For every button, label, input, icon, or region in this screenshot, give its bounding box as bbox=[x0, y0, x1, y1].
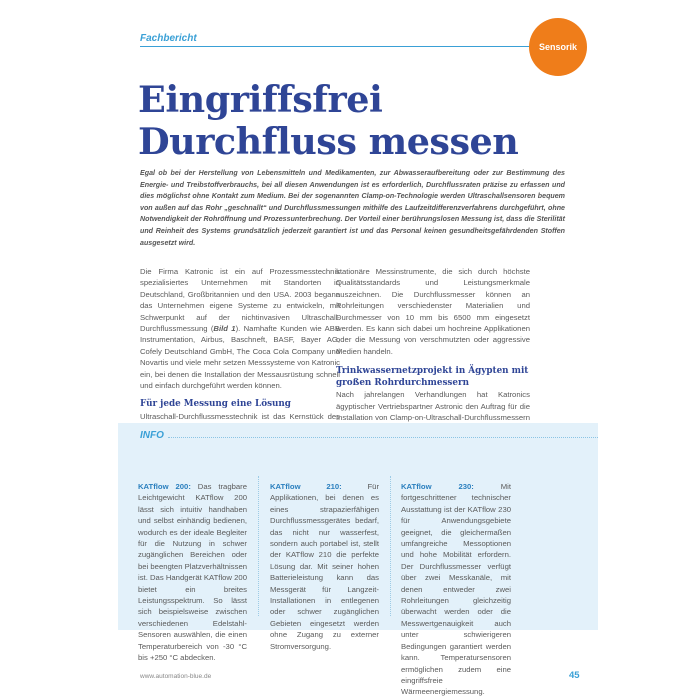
footer-url-link[interactable]: www.automation-blue.de bbox=[140, 673, 212, 680]
info-column-divider bbox=[258, 476, 259, 616]
body-text: Die Firma Katronic ist ein auf Prozessmesstechnik spezialisiertes Unternehmen mit Standorten in Deutschland, Großbritannien und den USA. 2003 begann das Unternehmen eigene Systeme zu entwickeln, mit Schwerpunkt auf der nichtinvasiven Ultraschall-Durchflussmessung ( bbox=[140, 267, 340, 334]
info-item-katflow-230 bbox=[401, 481, 511, 698]
info-box-rule bbox=[168, 437, 598, 438]
body-paragraph: Ultraschall-Durchflussmesstechnik ist das Kernstück des bbox=[140, 411, 340, 421]
info-item-text: Für Applikationen, bei denen es eines strapazierfähigen Durchflussmessgerätes bedarf, das nicht nur wasserfest, sondern auch portabel ist, stellt der KATflow 210 die perfekte Lösung dar. Mit seiner hohen Batterieleistung kann das Messgerät für Langzeit-Installationen in entlegenen oder schwer zugänglichen Gebieten eingesetzt werden ohne Zugang zu externer Stromversorgung. bbox=[270, 482, 380, 651]
category-badge bbox=[529, 18, 587, 76]
article-intro: Egal ob bei der Herstellung von Lebensmitteln und Medikamenten, zur Abwasseraufbereitung oder zur Bestimmung des Energie- und Treibstoffverbrauchs, bei all diesen Anwendungen ist es erforderlich, Durchflussraten präzise zu erfassen und dies möglichst ohne Kontakt zum Medium. Bei der sogenannten Clamp-on-Technologie werden Ultraschallsensoren bequem von außen auf das Rohr „geschnallt“ und Durchflussmessungen mithilfe des Laufzeitdifferenzverfahrens durchgeführt, ohne Notwendigkeit der Rohröffnung und Prozessunterbrechung. Der Vorteil einer berührungslosen Messung ist, dass die Sterilität und Reinheit des Systems grundsätzlich jederzeit garantiert ist und das Personal keinen gesundheitsgefährdenden Stoffen ausgesetzt wird. bbox=[140, 169, 565, 247]
info-column-divider bbox=[390, 476, 391, 616]
article-title: Eingriffsfrei Durchfluss messen bbox=[138, 78, 519, 163]
subheading: Trinkwassernetzprojekt in Ägypten mit großen Rohrdurchmessern bbox=[336, 366, 529, 388]
body-paragraph: stationäre Messinstrumente, die sich durch höchste Qualitätsstandards und Leistungsmerkmale auszeichnen. Die Durchflussmesser können an Rohrleitungen verschiedenster Materialien und Durchmesser von 10 mm bis 6500 mm eingesetzt werden. Es kann sich dabei um hochreine Applikationen oder die Messung von verschmutzten oder aggressive Medien handeln. bbox=[336, 267, 530, 356]
info-item-lead: KATflow 200: bbox=[138, 482, 191, 491]
info-box-title: INFO bbox=[140, 430, 164, 441]
section-rule bbox=[140, 46, 530, 47]
info-item-katflow-210 bbox=[270, 481, 379, 652]
info-item-lead: KATflow 210: bbox=[270, 482, 342, 491]
body-text: ). Namhafte Kunden wie ABB Instrumentation, Airbus, Baschneft, BASF, Bayer AG, Cofely Deutschland GmbH, The Coca Cola Company und Novartis und viele mehr setzen Messsysteme von Katronic ein, bei denen die Installation der Messausrüstung schnell und einfach durchgeführt werden können. bbox=[140, 324, 340, 391]
section-label: Fachbericht bbox=[140, 33, 197, 44]
info-item-text: Das tragbare Leichtgewicht KATflow 200 lässt sich intuitiv handhaben und selbst einhändig bedienen, wodurch es der ideale Begleiter für die Nutzung in schwer zugänglichen Bereichen oder bei beengten Platzverhältnissen ist. Das Handgerät KATflow 200 bietet ein breites Leistungsspektrum. So lässt sich beispielsweise zwischen verschiedenen Edelstahl-Sensoren auswählen, die einen Temperaturbereich von -30 °C bis +250 °C abdecken. bbox=[138, 482, 247, 663]
info-item-lead: KATflow 230: bbox=[401, 482, 474, 491]
subheading: Für jede Messung eine Lösung bbox=[140, 399, 291, 410]
category-badge-label: Sensorik bbox=[538, 42, 578, 52]
info-item-katflow-200 bbox=[138, 481, 247, 664]
body-column-left bbox=[140, 266, 340, 434]
figure-reference: Bild 1 bbox=[213, 324, 236, 334]
body-paragraph bbox=[140, 266, 340, 391]
info-item-text: Mit fortgeschrittener technischer Ausstattung ist der KATflow 230 für Anwendungsgebiete geeignet, die gleichermaßen umfangreiche Messoptionen und hohe Mobilität erfordern. Der Durchflussmesser verfügt über zwei Messkanäle, mit denen entweder zwei Rohrleitungen gleichzeitig überwacht werden oder die Messwertgenauigkeit auch unter schwierigeren Bedingungen garantiert werden kann. Temperatursensoren ermöglichen zudem eine eingriffsfreie Wärmeenergiemessung. bbox=[401, 482, 512, 697]
body-paragraph: Nach jahrelangen Verhandlungen hat Katronics ägyptischer Vertriebspartner Astronic den Auftrag für die Installation von Clamp-on-Ultraschall-Durchflussmessern bbox=[336, 390, 530, 423]
page-number: 45 bbox=[569, 670, 580, 681]
